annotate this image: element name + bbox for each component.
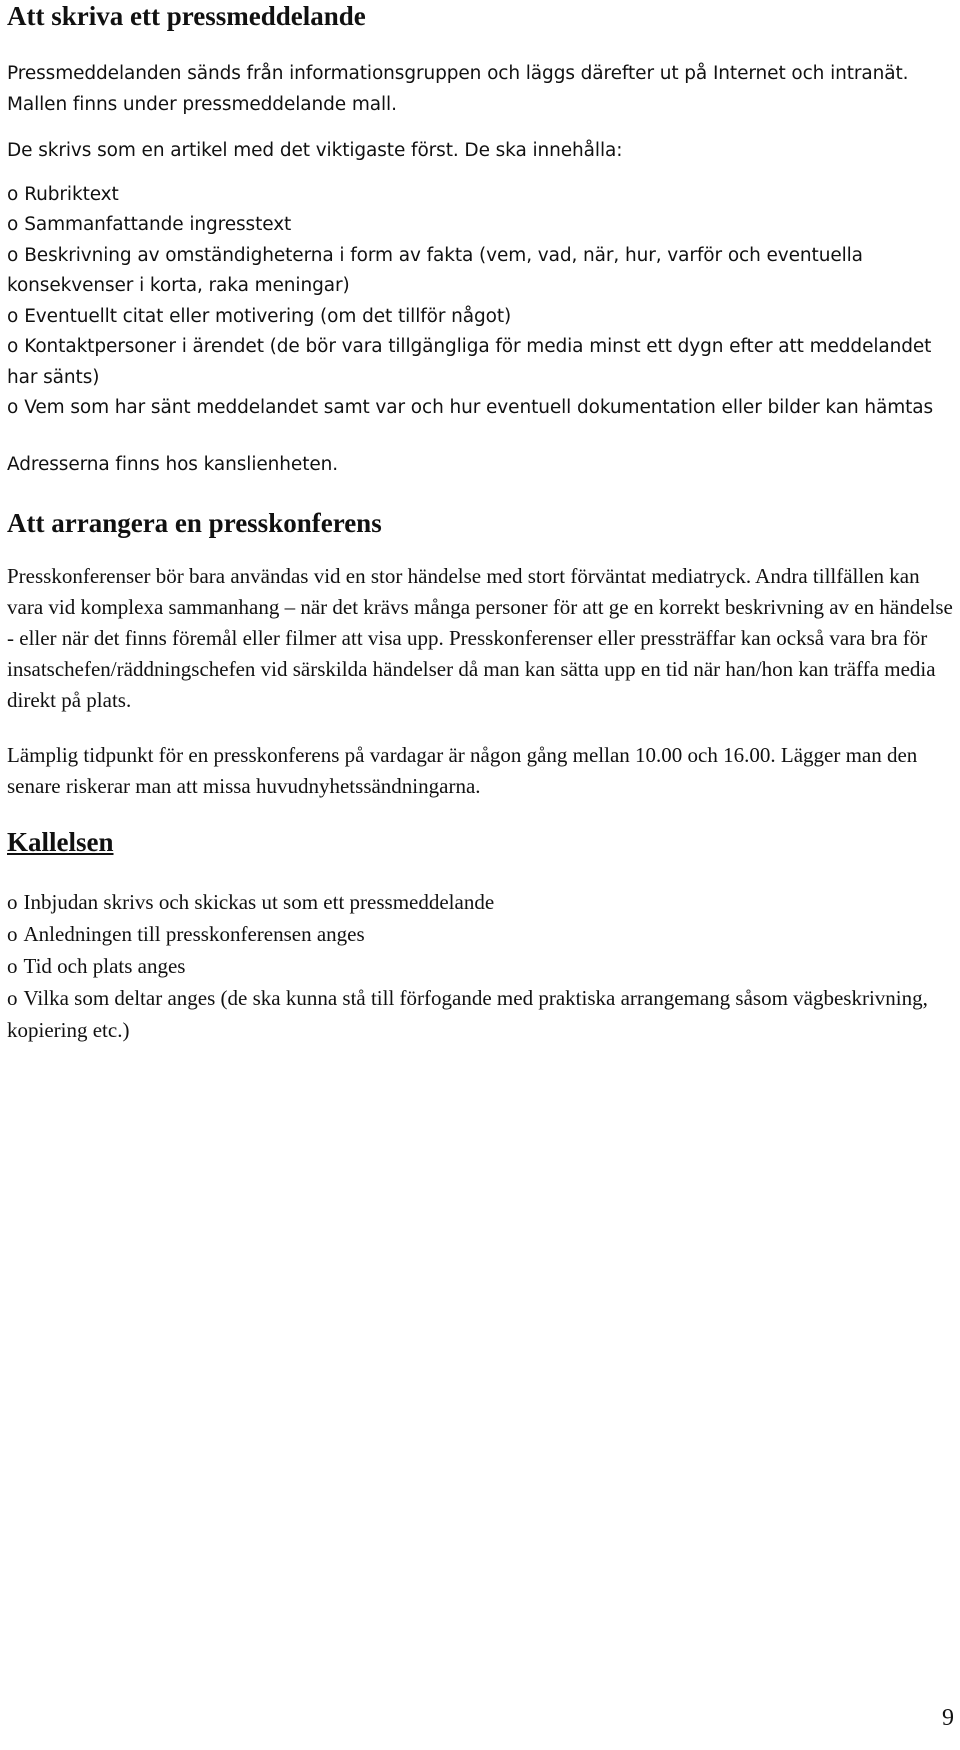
- closing-paragraph: Adresserna finns hos kanslienheten.: [7, 453, 339, 475]
- list-item: [7, 982, 957, 1046]
- list-item-text: Inbjudan skrivs och skickas ut som ett pressmeddelande: [23, 890, 495, 914]
- list-item-text: Anledningen till presskonferensen anges: [23, 922, 365, 946]
- list-item-text: Eventuellt citat eller motivering (om det tillför något): [24, 305, 512, 327]
- bullet-marker: o: [7, 244, 19, 266]
- intro-paragraph: Pressmeddelanden sänds från informationsgruppen och läggs därefter ut på Internet och intranät. Mallen finns under pressmeddelande mall.: [7, 63, 909, 115]
- bullet-marker: o: [7, 397, 19, 418]
- bullet-marker: o: [7, 305, 19, 327]
- bullet-marker: o: [7, 214, 19, 235]
- page-number: 9: [942, 1705, 954, 1731]
- timing-paragraph: Lämplig tidpunkt för en presskonferens på vardagar är någon gång mellan 10.00 och 16.00. Lägger man den senare riskerar man att missa huvudnyhetssändningarna.: [7, 743, 918, 798]
- list-item: [7, 918, 957, 950]
- bullet-marker: o: [7, 986, 18, 1010]
- bullet-marker: o: [7, 890, 18, 914]
- bullet-marker: o: [7, 183, 19, 205]
- section-title-press-conference: Att arrangera en presskonferens: [7, 508, 382, 538]
- document-page: [7, 0, 957, 1046]
- press-release-content-list: [7, 180, 957, 424]
- list-item: [7, 393, 957, 424]
- list-item-text: Sammanfattande ingresstext: [24, 214, 292, 235]
- list-item: [7, 302, 957, 333]
- bullet-marker: o: [7, 922, 18, 946]
- list-item: [7, 210, 957, 241]
- list-item: [7, 180, 957, 211]
- list-item-text: Rubriktext: [24, 183, 119, 205]
- list-item: [7, 886, 957, 918]
- section-title-press-release: Att skriva ett pressmeddelande: [7, 1, 366, 31]
- list-item-text: Vilka som deltar anges (de ska kunna stå till förfogande med praktiska arrangemang såsom vägbeskrivning, kopiering etc.): [7, 986, 928, 1042]
- lead-paragraph: De skrivs som en artikel med det viktigaste först. De ska innehålla:: [7, 140, 623, 161]
- press-conference-paragraph: Presskonferenser bör bara användas vid en stor händelse med stort förväntat mediatryck. Andra tillfällen kan vara vid komplexa sammanhang – när det krävs många personer för att ge en korrekt beskrivning av en händelse - eller när det finns föremål eller filmer att visa upp. Presskonferenser eller pressträffar kan också vara bra för insatschefen/räddningschefen vid särskilda händelser då man kan sätta upp en tid när han/hon kan träffa media direkt på plats.: [7, 564, 953, 712]
- section-title-invitation: Kallelsen: [7, 827, 114, 857]
- list-item: [7, 950, 957, 982]
- invitation-list: [7, 886, 957, 1046]
- bullet-marker: o: [7, 336, 19, 357]
- bullet-marker: o: [7, 954, 18, 978]
- list-item-text: Tid och plats anges: [23, 954, 186, 978]
- list-item: [7, 332, 957, 393]
- list-item-text: Kontaktpersoner i ärendet (de bör vara tillgängliga för media minst ett dygn efter att meddelandet har sänts): [7, 336, 932, 388]
- list-item-text: Vem som har sänt meddelandet samt var och hur eventuell dokumentation eller bilder kan hämtas: [24, 397, 934, 418]
- list-item: [7, 241, 957, 302]
- list-item-text: Beskrivning av omständigheterna i form av fakta (vem, vad, när, hur, varför och eventuella konsekvenser i korta, raka meningar): [7, 244, 863, 296]
